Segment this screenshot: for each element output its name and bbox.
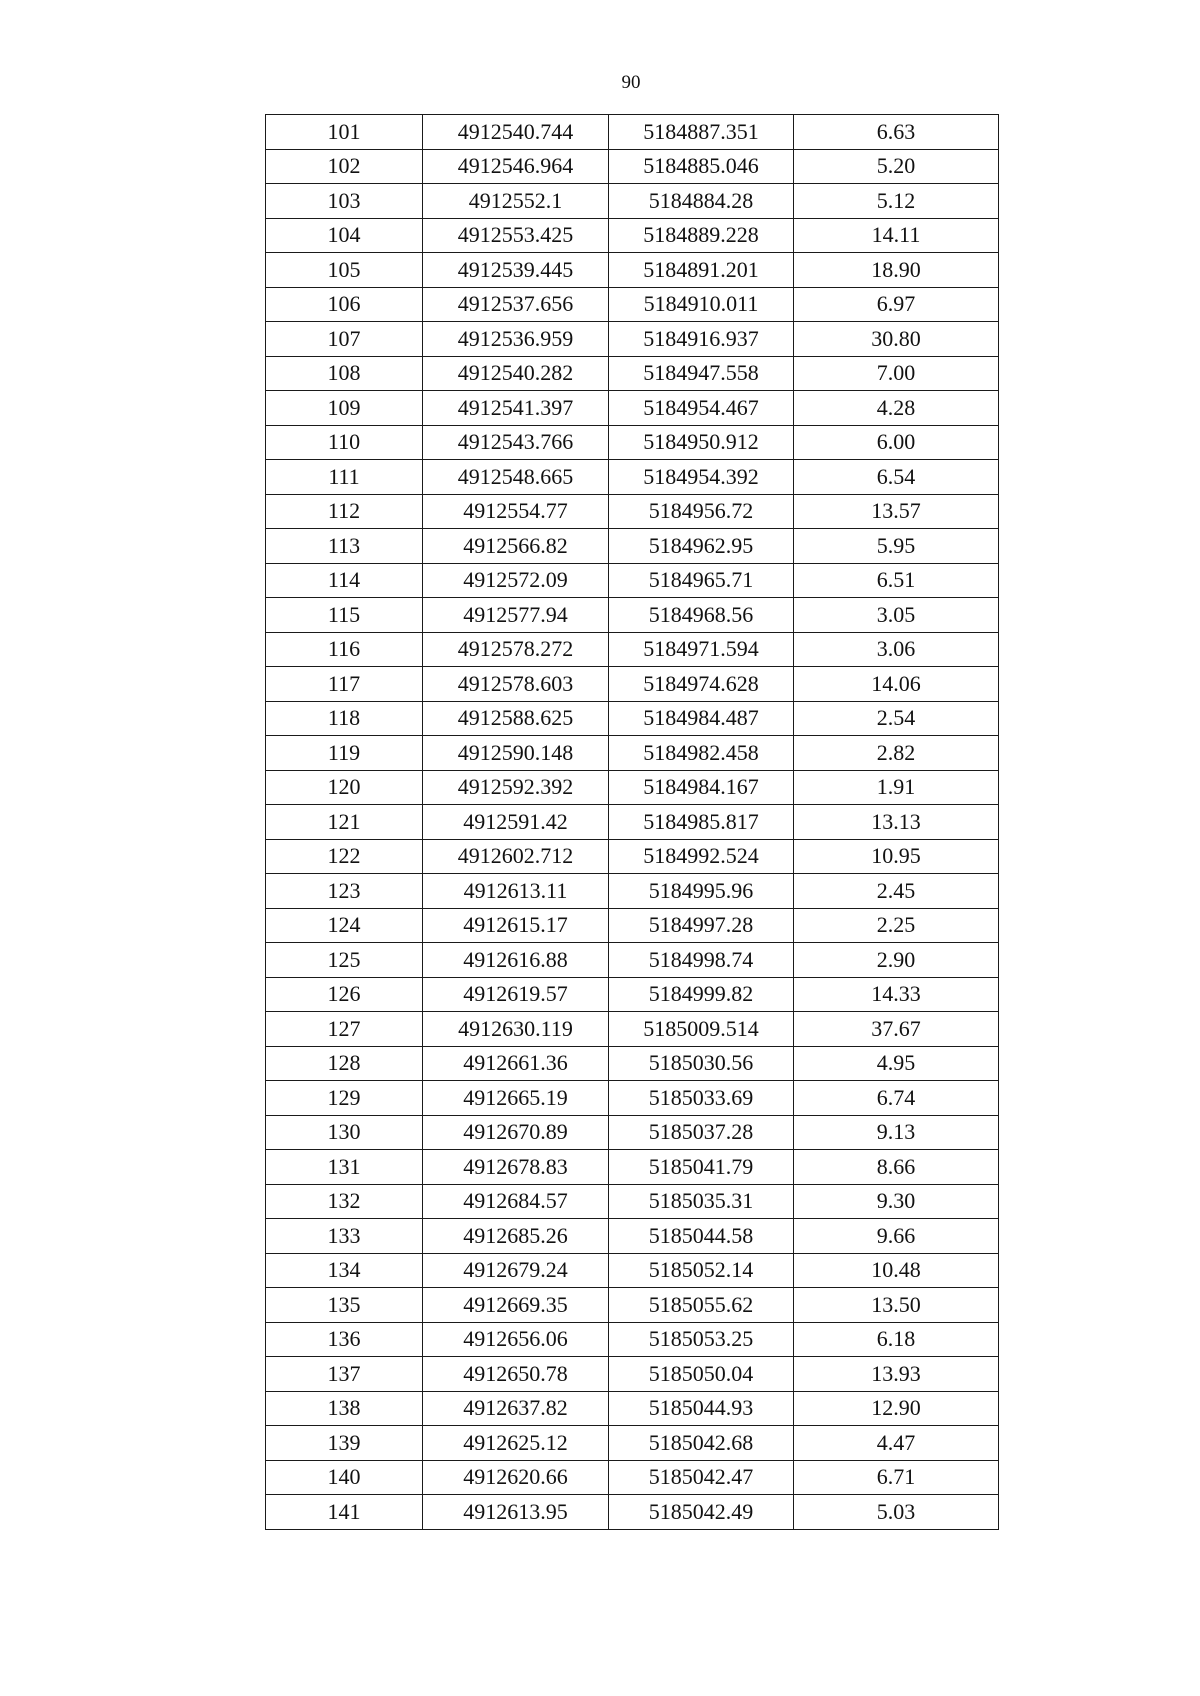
point-number-cell: 105 <box>266 253 423 288</box>
point-number-cell: 123 <box>266 874 423 909</box>
distance-cell: 5.03 <box>794 1495 999 1530</box>
y-coordinate-cell: 5184947.558 <box>609 356 794 391</box>
x-coordinate-cell: 4912543.766 <box>423 425 609 460</box>
y-coordinate-cell: 5185030.56 <box>609 1046 794 1081</box>
x-coordinate-cell: 4912678.83 <box>423 1150 609 1185</box>
y-coordinate-cell: 5184985.817 <box>609 805 794 840</box>
x-coordinate-cell: 4912670.89 <box>423 1115 609 1150</box>
table-row <box>266 874 999 909</box>
x-coordinate-cell: 4912625.12 <box>423 1426 609 1461</box>
table-row <box>266 839 999 874</box>
point-number-cell: 141 <box>266 1495 423 1530</box>
table-row <box>266 908 999 943</box>
x-coordinate-cell: 4912541.397 <box>423 391 609 426</box>
distance-cell: 30.80 <box>794 322 999 357</box>
y-coordinate-cell: 5185041.79 <box>609 1150 794 1185</box>
point-number-cell: 132 <box>266 1184 423 1219</box>
point-number-cell: 107 <box>266 322 423 357</box>
table-row <box>266 598 999 633</box>
point-number-cell: 110 <box>266 425 423 460</box>
y-coordinate-cell: 5185035.31 <box>609 1184 794 1219</box>
x-coordinate-cell: 4912590.148 <box>423 736 609 771</box>
x-coordinate-cell: 4912619.57 <box>423 977 609 1012</box>
point-number-cell: 135 <box>266 1288 423 1323</box>
table-row <box>266 1460 999 1495</box>
point-number-cell: 115 <box>266 598 423 633</box>
distance-cell: 6.51 <box>794 563 999 598</box>
y-coordinate-cell: 5184889.228 <box>609 218 794 253</box>
x-coordinate-cell: 4912577.94 <box>423 598 609 633</box>
y-coordinate-cell: 5184998.74 <box>609 943 794 978</box>
distance-cell: 37.67 <box>794 1012 999 1047</box>
point-number-cell: 137 <box>266 1357 423 1392</box>
x-coordinate-cell: 4912578.603 <box>423 667 609 702</box>
x-coordinate-cell: 4912637.82 <box>423 1391 609 1426</box>
point-number-cell: 117 <box>266 667 423 702</box>
y-coordinate-cell: 5185009.514 <box>609 1012 794 1047</box>
table-row <box>266 1391 999 1426</box>
table-row <box>266 287 999 322</box>
x-coordinate-cell: 4912548.665 <box>423 460 609 495</box>
distance-cell: 7.00 <box>794 356 999 391</box>
table-row <box>266 253 999 288</box>
table-row <box>266 391 999 426</box>
y-coordinate-cell: 5184995.96 <box>609 874 794 909</box>
y-coordinate-cell: 5185044.93 <box>609 1391 794 1426</box>
y-coordinate-cell: 5184999.82 <box>609 977 794 1012</box>
point-number-cell: 111 <box>266 460 423 495</box>
point-number-cell: 112 <box>266 494 423 529</box>
table-row <box>266 149 999 184</box>
y-coordinate-cell: 5185042.49 <box>609 1495 794 1530</box>
table-row <box>266 356 999 391</box>
point-number-cell: 130 <box>266 1115 423 1150</box>
y-coordinate-cell: 5184910.011 <box>609 287 794 322</box>
point-number-cell: 102 <box>266 149 423 184</box>
y-coordinate-cell: 5184954.392 <box>609 460 794 495</box>
point-number-cell: 126 <box>266 977 423 1012</box>
table-row <box>266 115 999 150</box>
y-coordinate-cell: 5185044.58 <box>609 1219 794 1254</box>
distance-cell: 1.91 <box>794 770 999 805</box>
x-coordinate-cell: 4912588.625 <box>423 701 609 736</box>
distance-cell: 5.20 <box>794 149 999 184</box>
y-coordinate-cell: 5185055.62 <box>609 1288 794 1323</box>
y-coordinate-cell: 5184891.201 <box>609 253 794 288</box>
x-coordinate-cell: 4912620.66 <box>423 1460 609 1495</box>
distance-cell: 3.06 <box>794 632 999 667</box>
y-coordinate-cell: 5184885.046 <box>609 149 794 184</box>
distance-cell: 3.05 <box>794 598 999 633</box>
x-coordinate-cell: 4912615.17 <box>423 908 609 943</box>
point-number-cell: 103 <box>266 184 423 219</box>
point-number-cell: 108 <box>266 356 423 391</box>
y-coordinate-cell: 5184984.167 <box>609 770 794 805</box>
table-body <box>266 115 999 1530</box>
x-coordinate-cell: 4912553.425 <box>423 218 609 253</box>
table-row <box>266 1426 999 1461</box>
x-coordinate-cell: 4912669.35 <box>423 1288 609 1323</box>
y-coordinate-cell: 5184982.458 <box>609 736 794 771</box>
distance-cell: 18.90 <box>794 253 999 288</box>
table-row <box>266 701 999 736</box>
table-row <box>266 563 999 598</box>
distance-cell: 14.11 <box>794 218 999 253</box>
table-row <box>266 1253 999 1288</box>
y-coordinate-cell: 5184965.71 <box>609 563 794 598</box>
distance-cell: 13.13 <box>794 805 999 840</box>
point-number-cell: 106 <box>266 287 423 322</box>
table-row <box>266 977 999 1012</box>
y-coordinate-cell: 5185042.68 <box>609 1426 794 1461</box>
table-row <box>266 529 999 564</box>
point-number-cell: 139 <box>266 1426 423 1461</box>
distance-cell: 9.66 <box>794 1219 999 1254</box>
table-row <box>266 805 999 840</box>
table-row <box>266 667 999 702</box>
distance-cell: 6.97 <box>794 287 999 322</box>
y-coordinate-cell: 5185037.28 <box>609 1115 794 1150</box>
y-coordinate-cell: 5185033.69 <box>609 1081 794 1116</box>
table-row <box>266 1184 999 1219</box>
point-number-cell: 121 <box>266 805 423 840</box>
x-coordinate-cell: 4912679.24 <box>423 1253 609 1288</box>
distance-cell: 6.71 <box>794 1460 999 1495</box>
distance-cell: 2.90 <box>794 943 999 978</box>
x-coordinate-cell: 4912554.77 <box>423 494 609 529</box>
table-row <box>266 770 999 805</box>
table-row <box>266 425 999 460</box>
point-number-cell: 129 <box>266 1081 423 1116</box>
y-coordinate-cell: 5184950.912 <box>609 425 794 460</box>
x-coordinate-cell: 4912537.656 <box>423 287 609 322</box>
table-row <box>266 736 999 771</box>
table-row <box>266 1046 999 1081</box>
point-number-cell: 124 <box>266 908 423 943</box>
point-number-cell: 133 <box>266 1219 423 1254</box>
x-coordinate-cell: 4912656.06 <box>423 1322 609 1357</box>
distance-cell: 13.50 <box>794 1288 999 1323</box>
table-row <box>266 1495 999 1530</box>
distance-cell: 4.95 <box>794 1046 999 1081</box>
y-coordinate-cell: 5184968.56 <box>609 598 794 633</box>
point-number-cell: 109 <box>266 391 423 426</box>
point-number-cell: 127 <box>266 1012 423 1047</box>
table-row <box>266 1357 999 1392</box>
y-coordinate-cell: 5184954.467 <box>609 391 794 426</box>
x-coordinate-cell: 4912602.712 <box>423 839 609 874</box>
x-coordinate-cell: 4912578.272 <box>423 632 609 667</box>
x-coordinate-cell: 4912684.57 <box>423 1184 609 1219</box>
y-coordinate-cell: 5184916.937 <box>609 322 794 357</box>
point-number-cell: 101 <box>266 115 423 150</box>
x-coordinate-cell: 4912661.36 <box>423 1046 609 1081</box>
table-row <box>266 1012 999 1047</box>
distance-cell: 14.06 <box>794 667 999 702</box>
y-coordinate-cell: 5185053.25 <box>609 1322 794 1357</box>
distance-cell: 2.54 <box>794 701 999 736</box>
x-coordinate-cell: 4912685.26 <box>423 1219 609 1254</box>
x-coordinate-cell: 4912539.445 <box>423 253 609 288</box>
point-number-cell: 136 <box>266 1322 423 1357</box>
point-number-cell: 128 <box>266 1046 423 1081</box>
x-coordinate-cell: 4912613.11 <box>423 874 609 909</box>
x-coordinate-cell: 4912566.82 <box>423 529 609 564</box>
distance-cell: 6.00 <box>794 425 999 460</box>
distance-cell: 8.66 <box>794 1150 999 1185</box>
table-row <box>266 494 999 529</box>
y-coordinate-cell: 5185052.14 <box>609 1253 794 1288</box>
distance-cell: 2.45 <box>794 874 999 909</box>
y-coordinate-cell: 5184971.594 <box>609 632 794 667</box>
distance-cell: 4.28 <box>794 391 999 426</box>
point-number-cell: 104 <box>266 218 423 253</box>
point-number-cell: 116 <box>266 632 423 667</box>
point-number-cell: 119 <box>266 736 423 771</box>
table-row <box>266 1288 999 1323</box>
x-coordinate-cell: 4912616.88 <box>423 943 609 978</box>
y-coordinate-cell: 5185050.04 <box>609 1357 794 1392</box>
y-coordinate-cell: 5184962.95 <box>609 529 794 564</box>
x-coordinate-cell: 4912540.282 <box>423 356 609 391</box>
distance-cell: 13.57 <box>794 494 999 529</box>
table-row <box>266 184 999 219</box>
table-row <box>266 322 999 357</box>
y-coordinate-cell: 5184992.524 <box>609 839 794 874</box>
y-coordinate-cell: 5184884.28 <box>609 184 794 219</box>
distance-cell: 5.95 <box>794 529 999 564</box>
y-coordinate-cell: 5185042.47 <box>609 1460 794 1495</box>
distance-cell: 14.33 <box>794 977 999 1012</box>
distance-cell: 13.93 <box>794 1357 999 1392</box>
distance-cell: 10.48 <box>794 1253 999 1288</box>
x-coordinate-cell: 4912540.744 <box>423 115 609 150</box>
point-number-cell: 140 <box>266 1460 423 1495</box>
distance-cell: 9.13 <box>794 1115 999 1150</box>
table-row <box>266 218 999 253</box>
x-coordinate-cell: 4912536.959 <box>423 322 609 357</box>
distance-cell: 6.18 <box>794 1322 999 1357</box>
table-row <box>266 1115 999 1150</box>
y-coordinate-cell: 5184997.28 <box>609 908 794 943</box>
x-coordinate-cell: 4912546.964 <box>423 149 609 184</box>
point-number-cell: 131 <box>266 1150 423 1185</box>
y-coordinate-cell: 5184984.487 <box>609 701 794 736</box>
distance-cell: 9.30 <box>794 1184 999 1219</box>
table-row <box>266 943 999 978</box>
distance-cell: 2.25 <box>794 908 999 943</box>
y-coordinate-cell: 5184956.72 <box>609 494 794 529</box>
x-coordinate-cell: 4912592.392 <box>423 770 609 805</box>
distance-cell: 4.47 <box>794 1426 999 1461</box>
table-row <box>266 632 999 667</box>
x-coordinate-cell: 4912630.119 <box>423 1012 609 1047</box>
x-coordinate-cell: 4912613.95 <box>423 1495 609 1530</box>
point-number-cell: 114 <box>266 563 423 598</box>
table-row <box>266 460 999 495</box>
point-number-cell: 138 <box>266 1391 423 1426</box>
distance-cell: 10.95 <box>794 839 999 874</box>
distance-cell: 6.54 <box>794 460 999 495</box>
page-number: 90 <box>621 72 641 93</box>
coordinates-table <box>265 114 999 1530</box>
distance-cell: 6.63 <box>794 115 999 150</box>
x-coordinate-cell: 4912572.09 <box>423 563 609 598</box>
x-coordinate-cell: 4912591.42 <box>423 805 609 840</box>
table-row <box>266 1081 999 1116</box>
y-coordinate-cell: 5184974.628 <box>609 667 794 702</box>
point-number-cell: 134 <box>266 1253 423 1288</box>
point-number-cell: 122 <box>266 839 423 874</box>
x-coordinate-cell: 4912552.1 <box>423 184 609 219</box>
point-number-cell: 113 <box>266 529 423 564</box>
table-row <box>266 1219 999 1254</box>
point-number-cell: 125 <box>266 943 423 978</box>
distance-cell: 2.82 <box>794 736 999 771</box>
y-coordinate-cell: 5184887.351 <box>609 115 794 150</box>
x-coordinate-cell: 4912650.78 <box>423 1357 609 1392</box>
point-number-cell: 118 <box>266 701 423 736</box>
table-row <box>266 1150 999 1185</box>
distance-cell: 12.90 <box>794 1391 999 1426</box>
distance-cell: 6.74 <box>794 1081 999 1116</box>
point-number-cell: 120 <box>266 770 423 805</box>
distance-cell: 5.12 <box>794 184 999 219</box>
table-row <box>266 1322 999 1357</box>
x-coordinate-cell: 4912665.19 <box>423 1081 609 1116</box>
